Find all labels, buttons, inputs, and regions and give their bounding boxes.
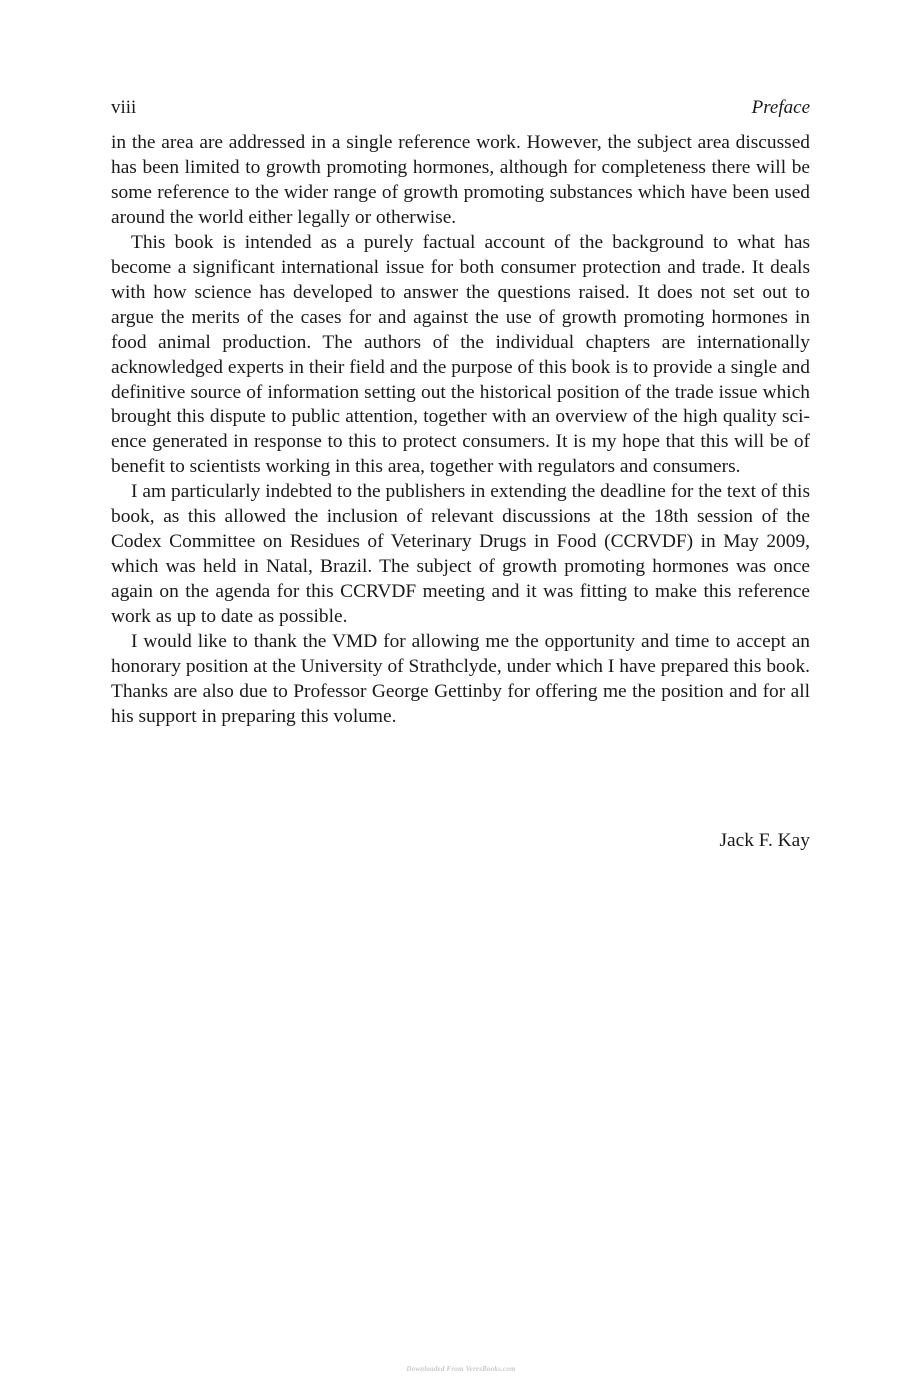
author-signature: Jack F. Kay bbox=[719, 830, 810, 851]
paragraph-3: I am particularly indebted to the publishers in extending the deadline for the text of this book, as this allowed the inclusion of relevant discussions at the 18th session of the Codex Committee on Residues of Veterinary Drugs in Food (CCRVDF) in May 2009, which was held in Natal, Brazil. The subject of growth promoting hormones was once again on the agenda for this CCRVDF meeting and it was fitting to make this reference work as up to date as possible. bbox=[111, 481, 810, 628]
download-watermark: Downloaded From VeresBooks.com bbox=[406, 1365, 516, 1373]
page-number: viii bbox=[111, 97, 137, 118]
paragraph-2: This book is intended as a purely factual account of the background to what has become a significant international issue for both consumer protection and trade. It deals with how science has developed to answer the questions raised. It does not set out to argue the merits of the cases for and against the use of growth promoting hormones in food animal production. The authors of the individual chapters are internationally acknowledged experts in their field and the purpose of this book is to provide a single and definitive source of information setting out the historical position of the trade issue which brought this dispute to public attention, together with an overview of the high quality science generated in response to this to protect consumers. It is my hope that this will be of benefit to scientists working in this area, together with regulators and consumers. bbox=[111, 231, 810, 478]
running-head bbox=[111, 95, 810, 121]
preface-body bbox=[111, 131, 810, 730]
paragraph-1: in the area are addressed in a single reference work. However, the subject area discussed has been limited to growth promoting hormones, although for completeness there will be some reference to the wider range of growth promoting substances which have been used around the world either legally or otherwise. bbox=[111, 132, 810, 228]
paragraph-4: I would like to thank the VMD for allowing me the opportunity and time to accept an honorary position at the University of Strathclyde, under which I have prepared this book. Thanks are also due to Professor George Gettinby for offering me the position and for all his support in preparing this volume. bbox=[111, 631, 810, 727]
section-title: Preface bbox=[751, 97, 810, 118]
